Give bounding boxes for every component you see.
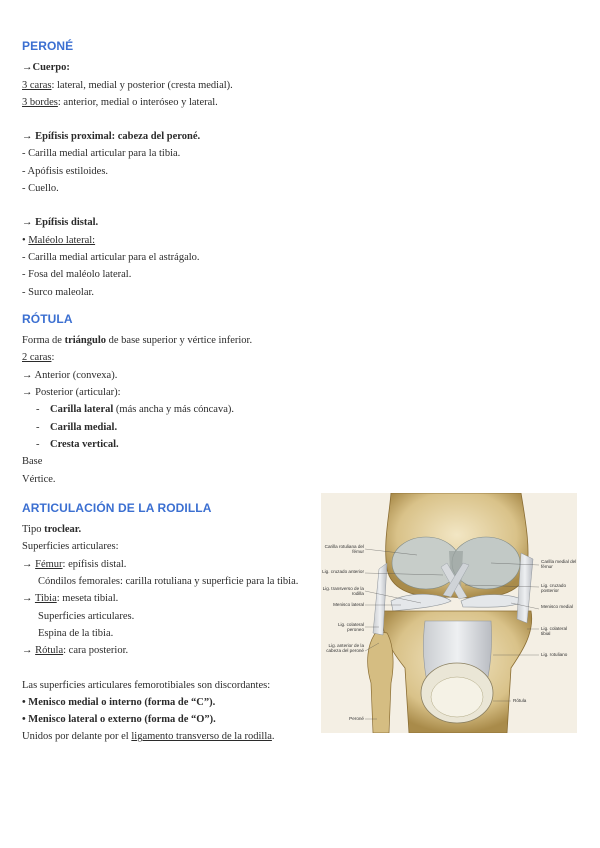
epifisis-proximal-heading: → Epífisis proximal: cabeza del peroné. bbox=[22, 131, 201, 143]
sub-item bbox=[22, 419, 322, 436]
rotula-text: : cara posterior. bbox=[63, 645, 129, 657]
list-item: • Menisco lateral o externo (forma de “O”). bbox=[22, 714, 216, 726]
tibia-text: : meseta tibial. bbox=[56, 593, 119, 605]
list-item: - Apófisis estiloides. bbox=[22, 165, 109, 177]
list-item: - Surco maleolar. bbox=[22, 286, 95, 298]
caras-rotula-line bbox=[22, 349, 322, 366]
sub-item bbox=[22, 401, 322, 418]
forma-line bbox=[22, 332, 322, 349]
list-item: Vértice. bbox=[22, 473, 56, 485]
knee-anatomy-figure bbox=[321, 493, 577, 733]
carilla-medial: Carilla medial. bbox=[50, 421, 118, 433]
ligamento-transverso: ligamento transverso de la rodilla bbox=[131, 731, 272, 743]
list-item: Las superficies articulares femorotibiales son discordantes: bbox=[22, 679, 271, 691]
caras-text: : lateral, medial y posterior (cresta medial). bbox=[51, 79, 233, 91]
forma-bold: triángulo bbox=[64, 335, 106, 347]
list-item: → Posterior (articular): bbox=[22, 387, 121, 399]
figure-label-left: Menisco lateral bbox=[333, 602, 364, 607]
figure-label-left: Lig. anterior de la cabeza del peroné bbox=[326, 643, 364, 654]
list-item: Cóndilos femorales: carilla rotuliana y superficie para la tibia. bbox=[38, 576, 299, 588]
list-item: - Fosa del maléolo lateral. bbox=[22, 269, 132, 281]
list-item: → Anterior (convexa). bbox=[22, 369, 118, 381]
section-title-rodilla: ARTICULACIÓN DE LA RODILLA bbox=[22, 500, 212, 515]
colon: : bbox=[51, 352, 55, 364]
carilla-lateral-note: (más ancha y más cóncava). bbox=[113, 404, 234, 416]
figure-label-right: Lig. colateral tibial bbox=[541, 626, 568, 637]
cuerpo-heading: →Cuerpo: bbox=[22, 62, 70, 74]
list-item: - Carilla medial articular para el astrágalo. bbox=[22, 251, 200, 263]
figure-label-right: Menisco medial bbox=[541, 604, 573, 609]
figure-label-right: Rótula bbox=[513, 698, 527, 703]
tibia-label: Tibia bbox=[34, 593, 57, 605]
spacer bbox=[22, 660, 322, 677]
figure-label-right: Lig. rotuliano bbox=[541, 652, 568, 657]
section-title-perone: PERONÉ bbox=[22, 39, 74, 53]
caras-label: 3 caras bbox=[22, 79, 52, 91]
tibia-line bbox=[22, 590, 322, 607]
figure-label-left: Peroné bbox=[349, 716, 364, 721]
femur-text: : epífisis distal. bbox=[62, 558, 127, 570]
dash: - bbox=[36, 438, 40, 450]
list-item: Superficies articulares: bbox=[22, 541, 119, 553]
maleolo-label: Maléolo lateral: bbox=[28, 234, 96, 246]
bordes-text: : anterior, medial o interóseo y lateral. bbox=[57, 96, 218, 108]
tipo-text: Tipo bbox=[22, 524, 45, 536]
caras-rotula-label: 2 caras bbox=[22, 352, 52, 364]
epifisis-distal-heading: → Epífisis distal. bbox=[22, 217, 99, 229]
tipo-bold: troclear. bbox=[44, 524, 82, 536]
section-title-rotula: RÓTULA bbox=[22, 311, 73, 326]
figure-label-right: Lig. cruzado posterior bbox=[541, 583, 567, 594]
rotula-label: Rótula bbox=[35, 645, 64, 657]
bordes-label: 3 bordes bbox=[22, 96, 58, 108]
list-item: Espina de la tibia. bbox=[38, 627, 114, 639]
document-body bbox=[22, 38, 322, 746]
arrow: → bbox=[22, 558, 36, 570]
bullet: • bbox=[22, 234, 29, 246]
rotula-line bbox=[22, 642, 322, 659]
period: . bbox=[271, 731, 275, 743]
unidos-line bbox=[22, 728, 322, 745]
maleolo-line bbox=[22, 232, 322, 249]
forma-text: Forma de bbox=[22, 335, 65, 347]
forma-text-end: de base superior y vértice inferior. bbox=[106, 335, 253, 347]
bordes-line bbox=[22, 94, 322, 111]
figure-label-right: Carilla medial del fémur bbox=[541, 559, 577, 570]
list-item: - Carilla medial articular para la tibia. bbox=[22, 148, 181, 160]
list-item: • Menisco medial o interno (forma de “C”). bbox=[22, 696, 216, 708]
figure-label-left: Lig. transverso de la rodilla bbox=[322, 586, 364, 597]
caras-line bbox=[22, 77, 322, 94]
spacer bbox=[22, 197, 322, 214]
spacer bbox=[22, 111, 322, 128]
arrow: → bbox=[22, 645, 36, 657]
femur-line bbox=[22, 556, 322, 573]
figure-label-left: Carilla rotuliana del fémur bbox=[324, 544, 364, 555]
dash: - bbox=[36, 421, 40, 433]
sub-item bbox=[22, 436, 322, 453]
list-item: - Cuello. bbox=[22, 183, 59, 195]
knee-illustration bbox=[321, 493, 577, 733]
unidos-text: Unidos por delante por el bbox=[22, 731, 132, 743]
list-item: Superficies articulares. bbox=[38, 610, 135, 622]
femur-label: Fémur bbox=[35, 558, 63, 570]
arrow: → bbox=[22, 593, 35, 605]
dash: - bbox=[36, 404, 40, 416]
carilla-lateral: Carilla lateral bbox=[50, 404, 114, 416]
list-item: Base bbox=[22, 456, 43, 468]
figure-label-left: Lig. cruzado anterior bbox=[322, 569, 364, 574]
figure-label-left: Lig. colateral peroneo bbox=[337, 622, 364, 633]
cresta-vertical: Cresta vertical. bbox=[50, 438, 119, 450]
tipo-line bbox=[22, 521, 322, 538]
